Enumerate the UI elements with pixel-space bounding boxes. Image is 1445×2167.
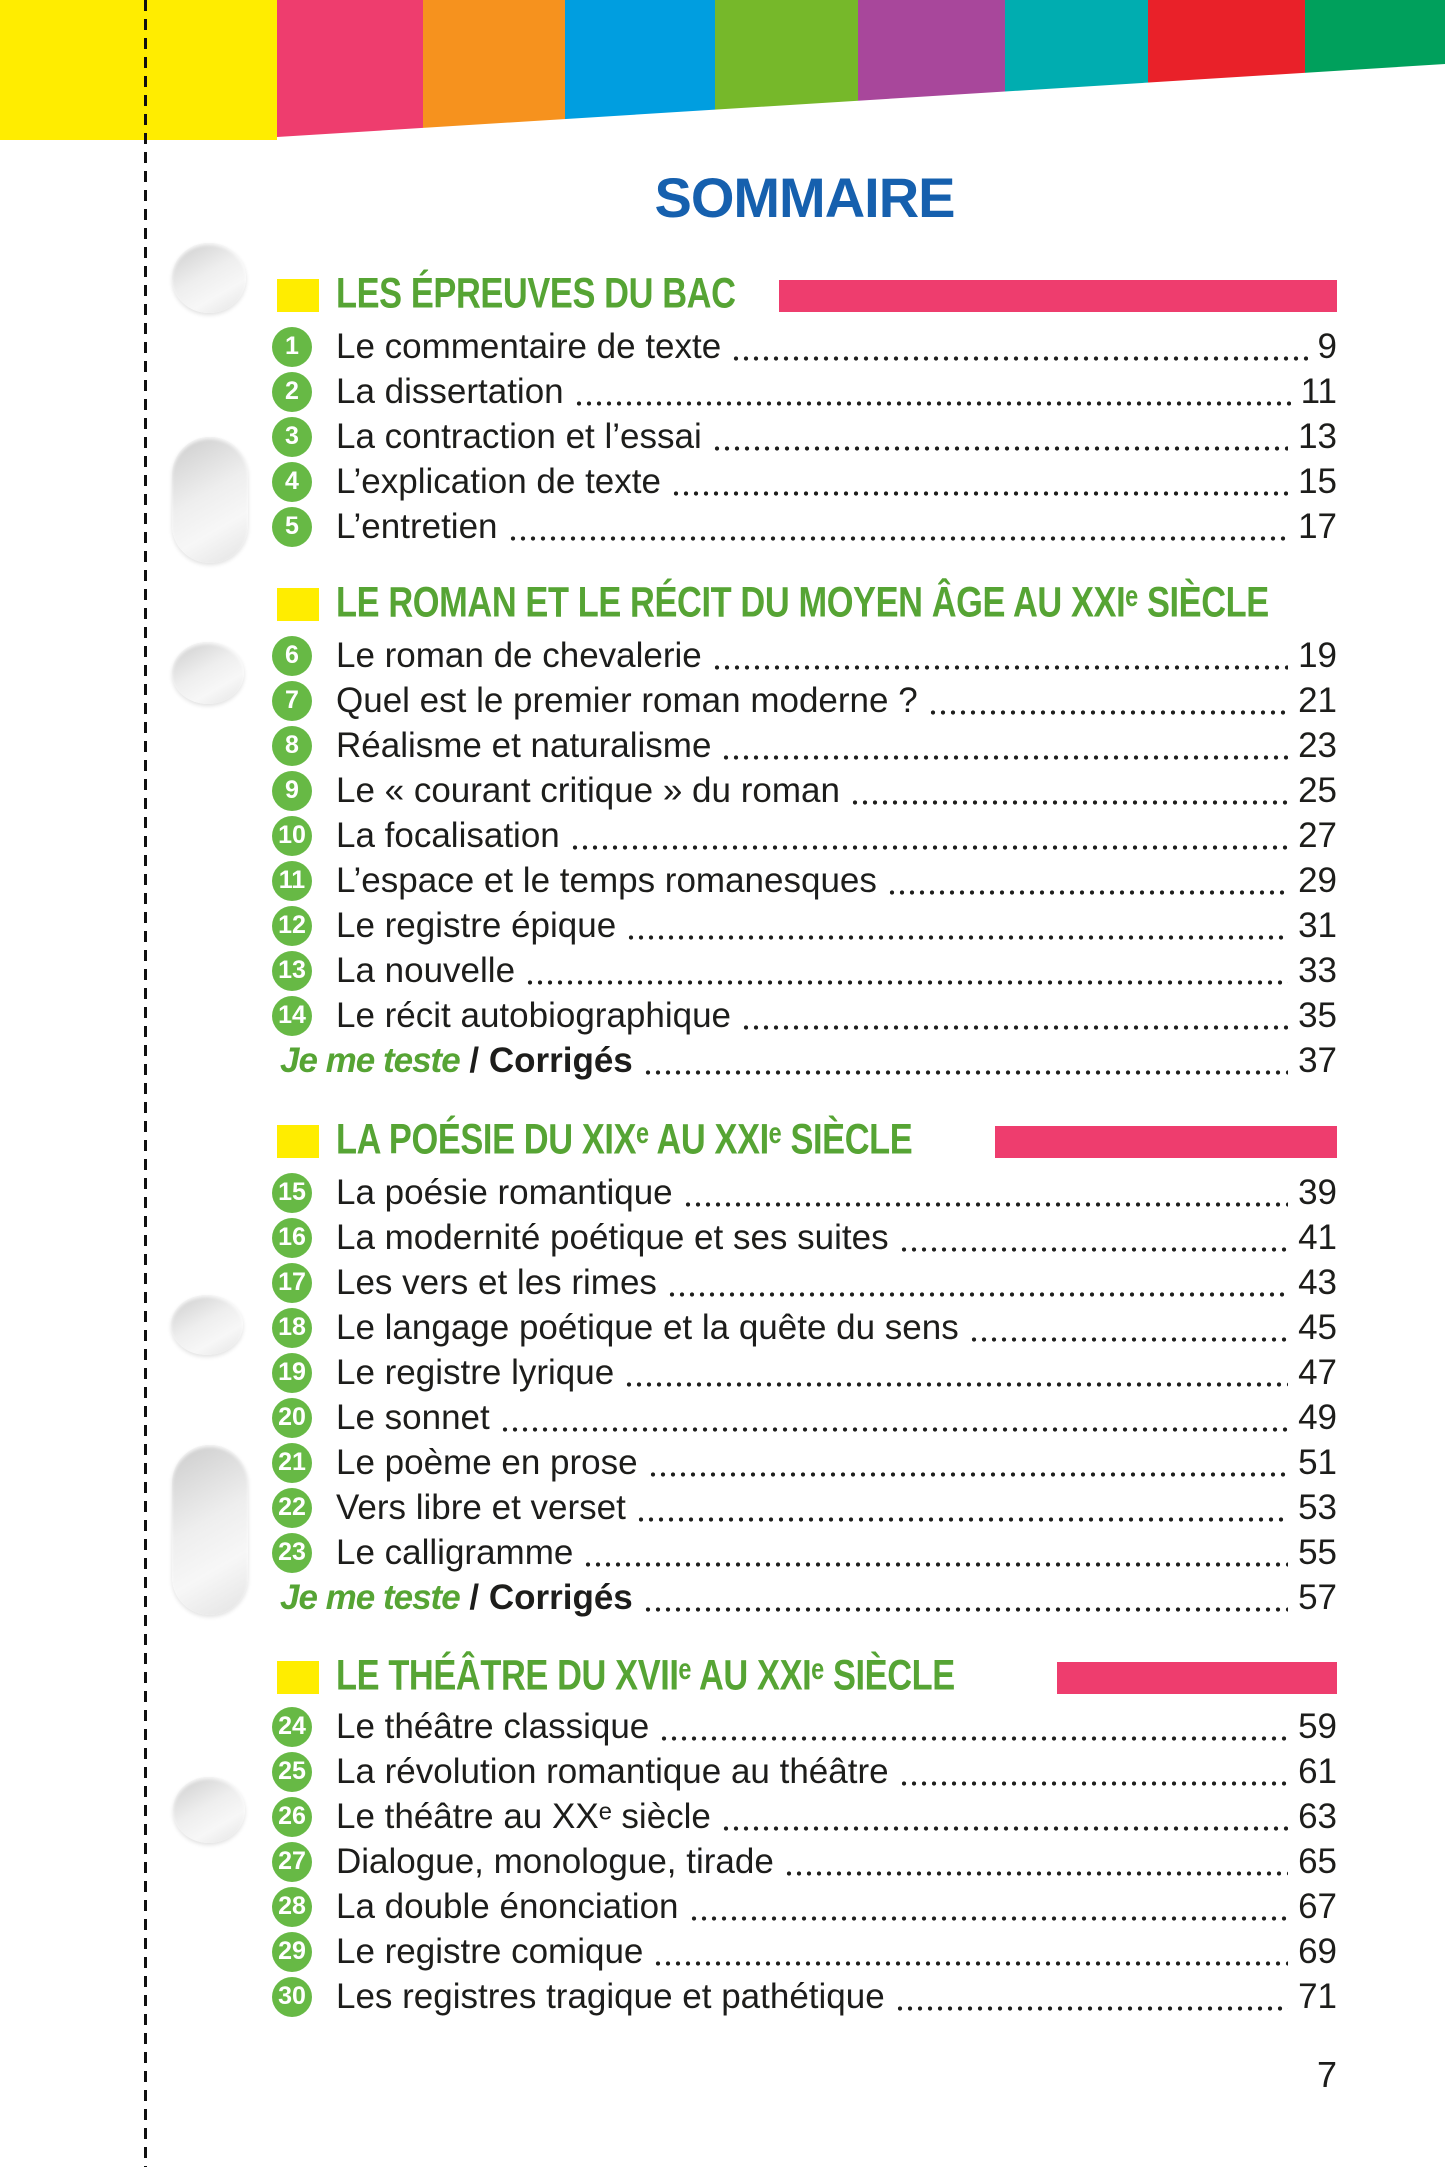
toc-entry-label: Le poème en prose <box>336 1442 638 1482</box>
toc-entry-page: 23 <box>1298 725 1337 765</box>
dot-leader <box>731 356 1307 361</box>
section-entries <box>272 1170 1337 1620</box>
dot-leader <box>643 1607 1288 1612</box>
toc-entry-label: Le commentaire de texte <box>336 326 722 366</box>
je-me-teste-text: Je me teste <box>280 1577 460 1617</box>
je-me-teste-label <box>280 1578 633 1618</box>
section-entries <box>272 324 1337 549</box>
toc-entry-label: La poésie romantique <box>336 1172 673 1212</box>
toc-entry-page: 9 <box>1317 326 1337 366</box>
toc-entry-label: Dialogue, monologue, tirade <box>336 1841 774 1881</box>
section-header <box>272 1115 1337 1164</box>
chapter-number-badge: 20 <box>272 1398 312 1438</box>
toc-entry-label: La modernité poétique et ses suites <box>336 1217 889 1257</box>
toc-entry-je-me-teste <box>272 1575 1337 1620</box>
toc-entry-page: 39 <box>1298 1172 1337 1212</box>
toc-entry <box>272 768 1337 813</box>
toc-entry-label: Les registres tragique et pathétique <box>336 1976 885 2016</box>
toc-section <box>272 269 1337 549</box>
chapter-number-badge: 14 <box>272 996 312 1036</box>
dot-leader <box>721 1826 1288 1831</box>
toc-entry <box>272 1305 1337 1350</box>
chapter-number-badge: 25 <box>272 1752 312 1792</box>
toc-entry-page: 43 <box>1298 1262 1337 1302</box>
toc-entry <box>272 993 1337 1038</box>
dot-leader <box>626 935 1288 940</box>
dot-leader <box>624 1382 1288 1387</box>
section-bullet-square <box>277 1125 319 1158</box>
dot-leader <box>850 800 1288 805</box>
toc-entry <box>272 1395 1337 1440</box>
toc-entry <box>272 858 1337 903</box>
chapter-number-badge: 11 <box>272 861 312 901</box>
toc-entry-page: 17 <box>1298 506 1337 546</box>
toc-entry-label: Vers libre et verset <box>336 1487 626 1527</box>
chapter-number-badge: 28 <box>272 1887 312 1927</box>
section-title: LE THÉÂTRE DU XVIIᵉ AU XXIᵉ SIÈCLE <box>336 1651 955 1700</box>
chapter-number-badge: 19 <box>272 1353 312 1393</box>
toc-entry-page: 53 <box>1298 1487 1337 1527</box>
toc-entry <box>272 1260 1337 1305</box>
toc-entry-label: La nouvelle <box>336 950 516 990</box>
chapter-number-badge: 1 <box>272 327 312 367</box>
dot-leader <box>643 1070 1288 1075</box>
je-me-teste-label <box>280 1041 633 1081</box>
toc-entry <box>272 1350 1337 1395</box>
toc-entry <box>272 459 1337 504</box>
dot-leader <box>653 1961 1288 1966</box>
toc-entry <box>272 1530 1337 1575</box>
toc-entry-page: 55 <box>1298 1532 1337 1572</box>
toc-entry-label: La focalisation <box>336 815 560 855</box>
toc-entry <box>272 813 1337 858</box>
chapter-number-badge: 21 <box>272 1443 312 1483</box>
toc-entry <box>272 948 1337 993</box>
chapter-number-badge: 2 <box>272 372 312 412</box>
binder-tab <box>172 1445 248 1615</box>
toc-entry-page: 69 <box>1298 1931 1337 1971</box>
toc-entry <box>272 1485 1337 1530</box>
chapter-number-badge: 27 <box>272 1842 312 1882</box>
toc-entry-label: La contraction et l’essai <box>336 416 702 456</box>
chapter-number-badge: 5 <box>272 507 312 547</box>
dot-leader <box>969 1337 1288 1342</box>
toc-entry-label: Le récit autobiographique <box>336 995 732 1035</box>
toc-entry-page: 45 <box>1298 1307 1337 1347</box>
table-of-contents <box>272 0 1337 2096</box>
binder-tab <box>171 1295 243 1355</box>
dot-leader <box>721 755 1288 760</box>
dot-leader <box>712 446 1288 451</box>
binder-tab <box>173 1777 245 1843</box>
toc-entry-label: Le théâtre au XXᵉ siècle <box>336 1796 711 1836</box>
chapter-number-badge: 7 <box>272 681 312 721</box>
chapter-number-badge: 17 <box>272 1263 312 1303</box>
section-header <box>272 578 1337 627</box>
chapter-number-badge: 12 <box>272 906 312 946</box>
toc-entry-page: 33 <box>1298 950 1337 990</box>
toc-entry-label: L’entretien <box>336 506 498 546</box>
chapter-number-badge: 16 <box>272 1218 312 1258</box>
toc-entry-page: 65 <box>1298 1841 1337 1881</box>
toc-entry-page: 35 <box>1298 995 1337 1035</box>
toc-entry-label: La dissertation <box>336 371 564 411</box>
chapter-number-badge: 13 <box>272 951 312 991</box>
toc-entry-label: Le « courant critique » du roman <box>336 770 840 810</box>
section-title: LA POÉSIE DU XIXᵉ AU XXIᵉ SIÈCLE <box>336 1115 913 1164</box>
toc-entry-label: Le registre comique <box>336 1931 644 1971</box>
toc-entry <box>272 903 1337 948</box>
je-me-teste-text: Je me teste <box>280 1040 460 1080</box>
toc-entry <box>272 1884 1337 1929</box>
toc-entry <box>272 414 1337 459</box>
binder-tab <box>172 437 248 563</box>
toc-entry <box>272 1749 1337 1794</box>
toc-entry-je-me-teste <box>272 1038 1337 1083</box>
dot-leader <box>683 1202 1288 1207</box>
chapter-number-badge: 18 <box>272 1308 312 1348</box>
corriges-text: / Corrigés <box>459 1577 633 1617</box>
toc-entry-label: Le registre épique <box>336 905 617 945</box>
toc-entry-page: 67 <box>1298 1886 1337 1926</box>
dot-leader <box>574 401 1291 406</box>
dot-leader <box>570 845 1288 850</box>
dot-leader <box>712 665 1288 670</box>
toc-entry-page: 27 <box>1298 815 1337 855</box>
chapter-number-badge: 6 <box>272 636 312 676</box>
toc-entry-page: 51 <box>1298 1442 1337 1482</box>
toc-entry-label: Le calligramme <box>336 1532 574 1572</box>
section-bullet-square <box>277 588 319 621</box>
toc-entry-page: 47 <box>1298 1352 1337 1392</box>
dot-leader <box>648 1472 1288 1477</box>
section-title: LES ÉPREUVES DU BAC <box>336 269 736 318</box>
toc-entry-label: Le sonnet <box>336 1397 490 1437</box>
chapter-number-badge: 10 <box>272 816 312 856</box>
chapter-number-badge: 3 <box>272 417 312 457</box>
dot-leader <box>508 536 1289 541</box>
toc-entry-page: 19 <box>1298 635 1337 675</box>
toc-entry-page: 57 <box>1298 1577 1337 1617</box>
chapter-number-badge: 24 <box>272 1707 312 1747</box>
toc-entry-label: Quel est le premier roman moderne ? <box>336 680 918 720</box>
chapter-number-badge: 15 <box>272 1173 312 1213</box>
section-accent-bar <box>995 1126 1337 1158</box>
dashed-cut-line <box>144 0 147 2167</box>
toc-entry-page: 31 <box>1298 905 1337 945</box>
dot-leader <box>659 1736 1288 1741</box>
toc-entry <box>272 1215 1337 1260</box>
section-title: LE ROMAN ET LE RÉCIT DU MOYEN ÂGE AU XXIᵉ SIÈCLE <box>336 578 1269 627</box>
section-header <box>272 1651 1337 1700</box>
folio-page-number: 7 <box>1316 2054 1337 2095</box>
toc-entry <box>272 1794 1337 1839</box>
dot-leader <box>784 1871 1288 1876</box>
toc-entry <box>272 1974 1337 2019</box>
banner-stripe <box>0 0 277 140</box>
chapter-number-badge: 30 <box>272 1977 312 2017</box>
section-accent-bar <box>779 280 1337 312</box>
dot-leader <box>741 1025 1288 1030</box>
section-entries <box>272 1704 1337 2019</box>
toc-entry <box>272 324 1337 369</box>
binder-tab <box>172 642 244 704</box>
toc-entry-label: Le roman de chevalerie <box>336 635 702 675</box>
toc-entry <box>272 1839 1337 1884</box>
section-header <box>272 269 1337 318</box>
toc-entry <box>272 1704 1337 1749</box>
toc-section <box>272 578 1337 1083</box>
toc-entry-page: 63 <box>1298 1796 1337 1836</box>
toc-entry-page: 11 <box>1300 371 1337 411</box>
chapter-number-badge: 29 <box>272 1932 312 1972</box>
toc-entry-page: 59 <box>1298 1706 1337 1746</box>
toc-entry-label: Les vers et les rimes <box>336 1262 657 1302</box>
toc-entry <box>272 369 1337 414</box>
toc-entry-page: 13 <box>1298 416 1337 456</box>
toc-entry <box>272 1929 1337 1974</box>
dot-leader <box>887 890 1288 895</box>
dot-leader <box>928 710 1288 715</box>
toc-entry <box>272 1440 1337 1485</box>
toc-entry <box>272 633 1337 678</box>
toc-entry-page: 25 <box>1298 770 1337 810</box>
toc-entry-label: La double énonciation <box>336 1886 679 1926</box>
toc-entry <box>272 723 1337 768</box>
section-entries <box>272 633 1337 1083</box>
chapter-number-badge: 4 <box>272 462 312 502</box>
dot-leader <box>667 1292 1288 1297</box>
toc-entry-label: L’espace et le temps romanesques <box>336 860 877 900</box>
toc-entry-page: 41 <box>1298 1217 1337 1257</box>
toc-entry-page: 61 <box>1298 1751 1337 1791</box>
section-bullet-square <box>277 279 319 312</box>
dot-leader <box>583 1562 1288 1567</box>
chapter-number-badge: 8 <box>272 726 312 766</box>
toc-entry-page: 71 <box>1298 1976 1337 2016</box>
dot-leader <box>899 1781 1288 1786</box>
chapter-number-badge: 23 <box>272 1533 312 1573</box>
dot-leader <box>671 491 1288 496</box>
toc-entry <box>272 504 1337 549</box>
binder-tab <box>172 243 246 313</box>
toc-entry-page: 21 <box>1298 680 1337 720</box>
dot-leader <box>636 1517 1288 1522</box>
section-accent-bar <box>1057 1662 1337 1694</box>
chapter-number-badge: 22 <box>272 1488 312 1528</box>
dot-leader <box>895 2006 1288 2011</box>
toc-entry-label: Réalisme et naturalisme <box>336 725 712 765</box>
toc-entry-label: Le registre lyrique <box>336 1352 615 1392</box>
dot-leader <box>689 1916 1289 1921</box>
toc-section <box>272 1115 1337 1620</box>
dot-leader <box>525 980 1288 985</box>
toc-entry-label: Le langage poétique et la quête du sens <box>336 1307 959 1347</box>
toc-section <box>272 1651 1337 2019</box>
chapter-number-badge: 26 <box>272 1797 312 1837</box>
dot-leader <box>500 1427 1288 1432</box>
toc-entry-label: La révolution romantique au théâtre <box>336 1751 889 1791</box>
toc-entry-page: 49 <box>1298 1397 1337 1437</box>
page-title: SOMMAIRE <box>654 166 955 229</box>
toc-entry-page: 15 <box>1298 461 1337 501</box>
section-bullet-square <box>277 1661 319 1694</box>
toc-entry-label: L’explication de texte <box>336 461 661 501</box>
toc-entry-page: 29 <box>1298 860 1337 900</box>
toc-entry <box>272 678 1337 723</box>
corriges-text: / Corrigés <box>459 1040 633 1080</box>
toc-entry-page: 37 <box>1298 1040 1337 1080</box>
toc-entry <box>272 1170 1337 1215</box>
dot-leader <box>899 1247 1288 1252</box>
toc-entry-label: Le théâtre classique <box>336 1706 650 1746</box>
chapter-number-badge: 9 <box>272 771 312 811</box>
